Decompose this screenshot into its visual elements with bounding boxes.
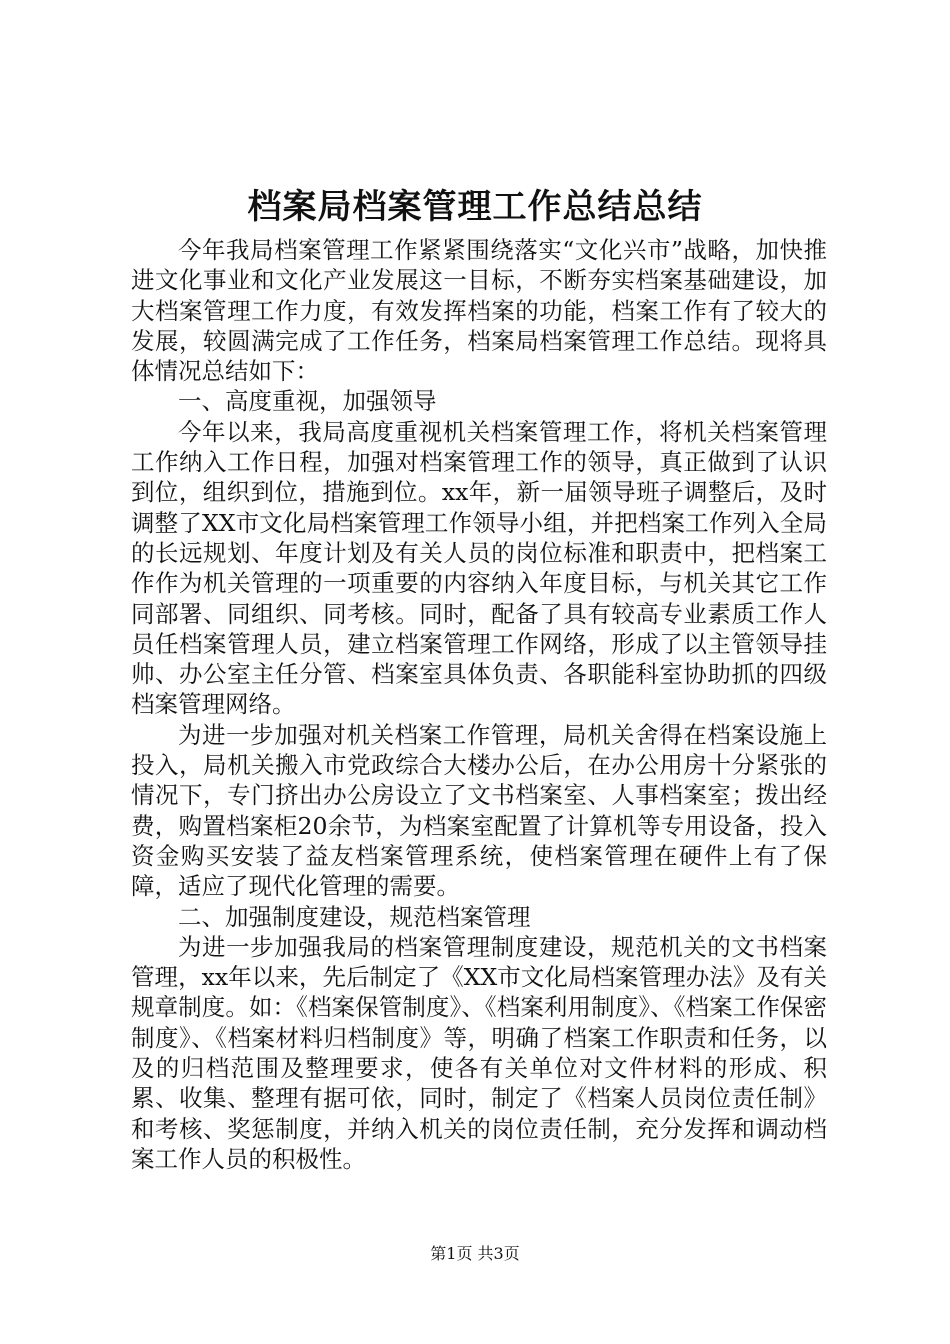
paragraph-facilities: 为进一步加强对机关档案工作管理，局机关舍得在档案设施上投入，局机关搬入市党政综合大楼办公后，在办公用房十分紧张的情况下，专门挤出办公房设立了文书档案室、人事档案室；拨出经费，购置档案柜20余节，为档案室配置了计算机等专用设备，投入资金购买安装了益友档案管理系统，使档案管理在硬件上有了保障，适应了现代化管理的需要。 [131, 720, 827, 901]
paragraph-regulations: 为进一步加强我局的档案管理制度建设，规范机关的文书档案管理，xx年以来，先后制定了《XX市文化局档案管理办法》及有关规章制度。如：《档案保管制度》、《档案利用制度》、《档案工作保密制度》、《档案材料归档制度》等，明确了档案工作职责和任务，以及的归档范围及整理要求，使各有关单位对文件材料的形成、积累、收集、整理有据可依，同时，制定了《档案人员岗位责任制》和考核、奖惩制度，并纳入机关的岗位责任制，充分发挥和调动档案工作人员的积极性。 [131, 932, 827, 1173]
page-number-footer: 第1页 共3页 [430, 1244, 520, 1263]
document-title: 档案局档案管理工作总结总结 [247, 187, 703, 227]
section-heading-1: 一、高度重视，加强领导 [178, 387, 437, 416]
paragraph-leadership: 今年以来，我局高度重视机关档案管理工作，将机关档案管理工作纳入工作日程，加强对档案管理工作的领导，真正做到了认识到位，组织到位，措施到位。xx年，新一届领导班子调整后，及时调整了XX市文化局档案管理工作领导小组，并把档案工作列入全局的长远规划、年度计划及有关人员的岗位标准和职责中，把档案工作作为机关管理的一项重要的内容纳入年度目标，与机关其它工作同部署、同组织、同考核。同时，配备了具有较高专业素质工作人员任档案管理人员，建立档案管理工作网络，形成了以主管领导挂帅、办公室主任分管、档案室具体负责、各职能科室协助抓的四级档案管理网络。 [131, 417, 827, 719]
section-heading-2: 二、加强制度建设，规范档案管理 [178, 902, 531, 931]
document-body [131, 235, 827, 1174]
paragraph-intro: 今年我局档案管理工作紧紧围绕落实“文化兴市”战略，加快推进文化事业和文化产业发展这一目标，不断夯实档案基础建设，加大档案管理工作力度，有效发挥档案的功能，档案工作有了较大的发展，较圆满完成了工作任务，档案局档案管理工作总结。现将具体情况总结如下： [131, 236, 827, 386]
